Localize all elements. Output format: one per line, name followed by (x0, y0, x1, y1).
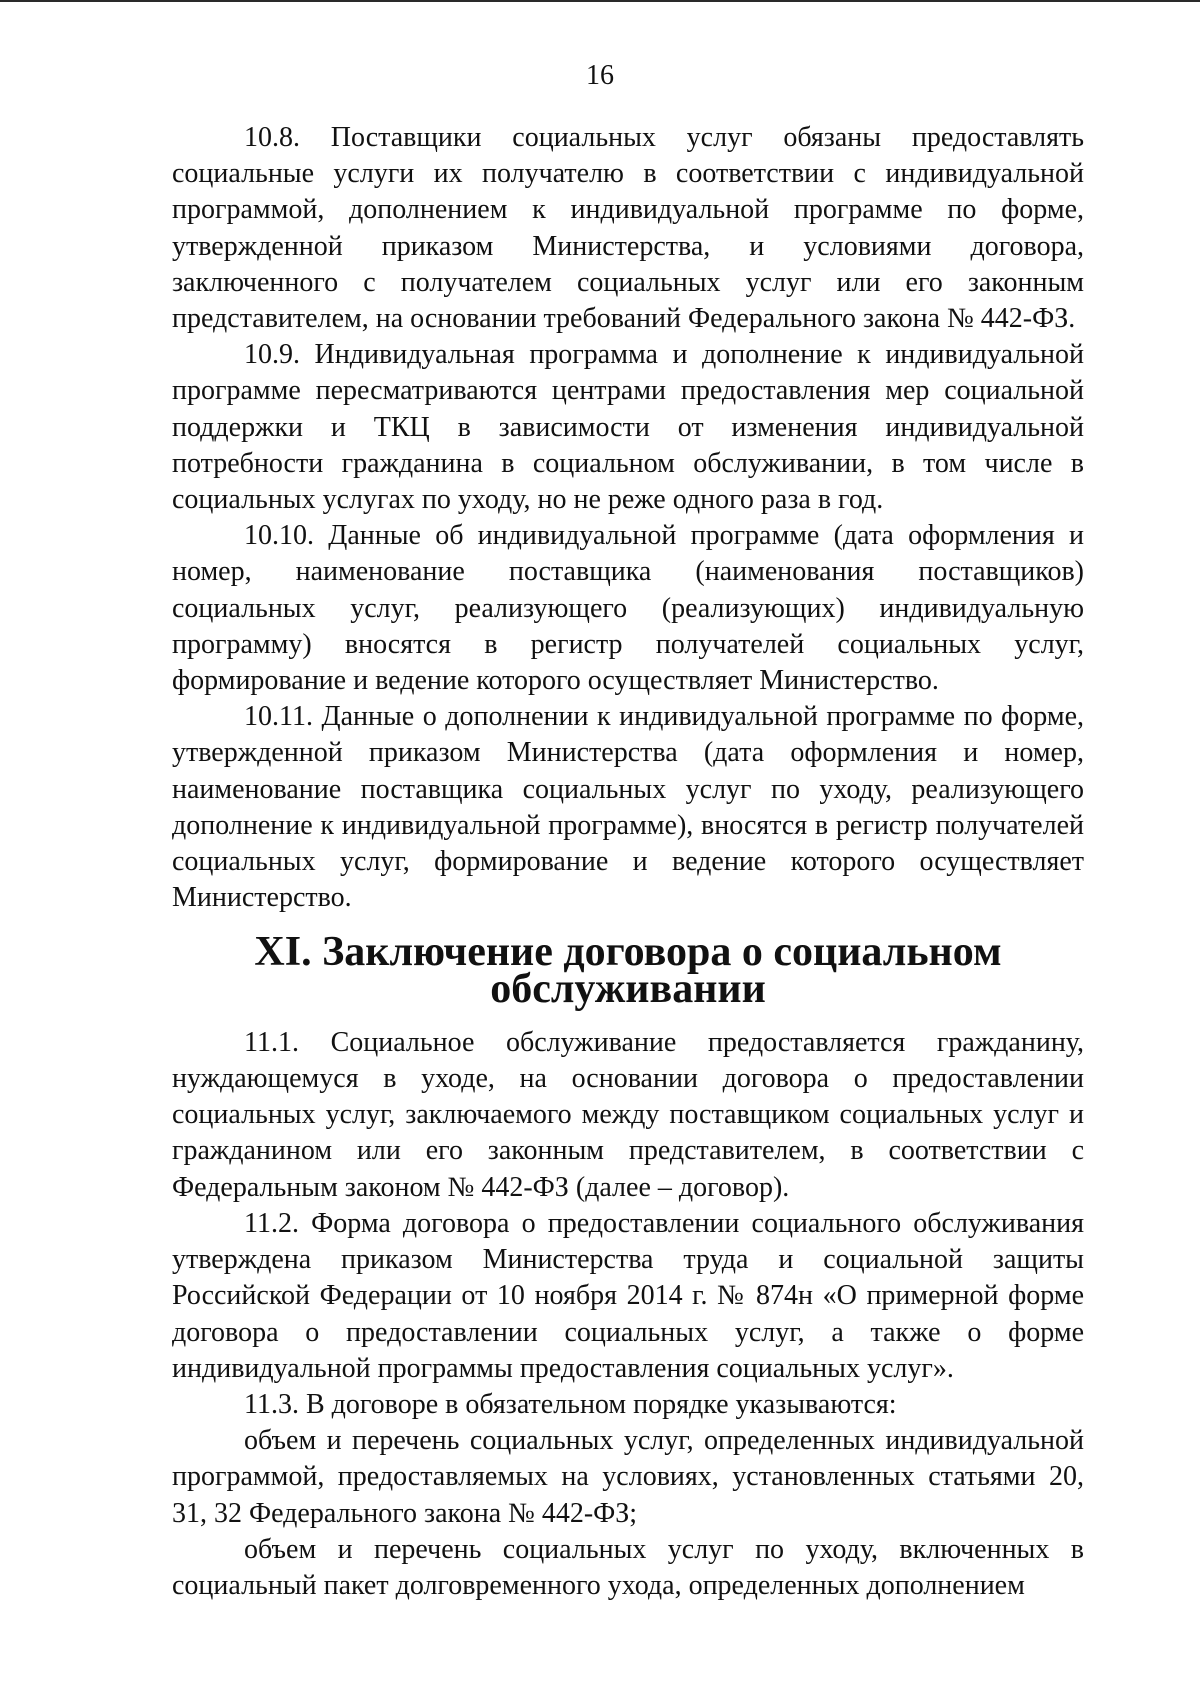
paragraph-10-10: 10.10. Данные об индивидуальной программе (дата оформления и номер, наименование поставщика (наименования поставщиков) социальных услуг, реализующего (реализующих) индивидуальную программу) вносятся в регистр получателей социальных услуг, формирование и ведение которого осуществляет Министерство. (172, 520, 1084, 697)
section-heading-xi: XI. Заключение договора о социальном обслуживании (254, 929, 1002, 1012)
list-item-care-services-volume: объем и перечень социальных услуг по уходу, включенных в социальный пакет долговременного ухода, определенных дополнением (172, 1533, 1084, 1601)
paragraph-11-1: 11.1. Социальное обслуживание предоставляется гражданину, нуждающемуся в уходе, на основании договора о предоставлении социальных услуг, заключаемого между поставщиком социальных услуг и гражданином или его законным представителем, в соответствии с Федеральным законом № 442-ФЗ (далее – договор). (172, 1026, 1084, 1203)
document-body (172, 120, 1084, 1604)
list-item-services-volume: объем и перечень социальных услуг, определенных индивидуальной программой, предоставляемых на условиях, установленных статьями 20, 31, 32 Федерального закона № 442-ФЗ; (172, 1425, 1084, 1529)
paragraph-11-3: 11.3. В договоре в обязательном порядке указываются: (244, 1388, 897, 1420)
paragraph-10-8: 10.8. Поставщики социальных услуг обязаны предоставлять социальные услуги их получателю в соответствии с индивидуальной программой, дополнением к индивидуальной программе по форме, утвержденной приказом Министерства, и условиями договора, заключенного с получателем социальных услуг или его законным представителем, на основании требований Федерального закона № 442-ФЗ. (172, 122, 1084, 335)
page-number: 16 (586, 60, 614, 91)
top-border-line (0, 0, 1200, 2)
paragraph-10-11: 10.11. Данные о дополнении к индивидуальной программе по форме, утвержденной приказом Министерства (дата оформления и номер, наименование поставщика социальных услуг по уходу, реализующего дополнение к индивидуальной программе), вносятся в регистр получателей социальных услуг, формирование и ведение которого осуществляет Министерство. (172, 701, 1084, 914)
paragraph-10-9: 10.9. Индивидуальная программа и дополнение к индивидуальной программе пересматриваются центрами предоставления мер социальной поддержки и ТКЦ в зависимости от изменения индивидуальной потребности гражданина в социальном обслуживании, в том числе в социальных услугах по уходу, но не реже одного раза в год. (172, 339, 1084, 516)
paragraph-11-2: 11.2. Форма договора о предоставлении социального обслуживания утверждена приказом Министерства труда и социальной защиты Российской Федерации от 10 ноября 2014 г. № 874н «О примерной форме договора о предоставлении социальных услуг, а также о форме индивидуальной программы предоставления социальных услуг». (172, 1207, 1084, 1384)
